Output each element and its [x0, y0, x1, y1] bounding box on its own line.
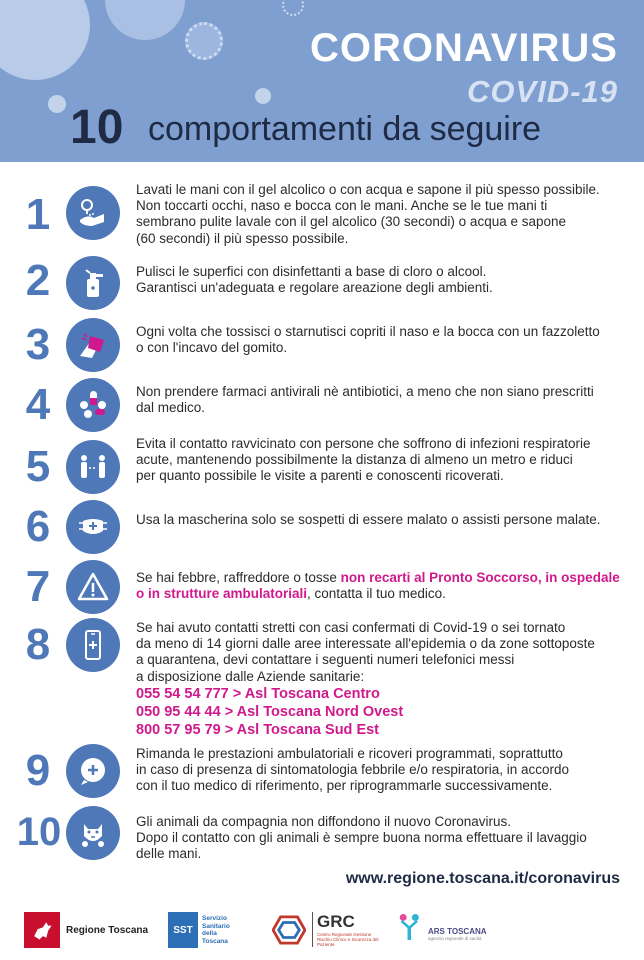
item-number: 7: [25, 562, 51, 611]
item-number: 8: [25, 620, 51, 669]
virus-decoration-icon: [48, 95, 66, 113]
spray-bottle-icon: [66, 256, 120, 310]
virus-decoration-icon: [0, 0, 90, 80]
heading-text: comportamenti da seguire: [148, 110, 542, 148]
servizio-sanitario-logo: [168, 912, 244, 948]
medical-bubble-icon: [66, 744, 120, 798]
item-number: 1: [25, 190, 51, 239]
header-banner: [0, 0, 644, 162]
virus-decoration-icon: [255, 88, 271, 104]
item-text: Usa la mascherina solo se sospetti di essere malato o assisti persone malate.: [136, 512, 601, 527]
ssr-label: Servizio Sanitario della Toscana: [202, 915, 230, 945]
ars-toscana-logo: ARS TOSCANA agenzia regionale di sanità: [398, 912, 487, 942]
website-link[interactable]: www.regione.toscana.it/coronavirus: [345, 870, 620, 887]
regione-toscana-logo: Regione Toscana: [24, 912, 148, 948]
virus-decoration-icon: [105, 0, 185, 40]
item-text: Pulisci le superfici con disinfettanti a base di cloro o alcool. Garantisci un'adeguata e regolare areazione degli ambienti.: [136, 264, 493, 296]
item-text: Ogni volta che tossisci o starnutisci copriti il naso e la bocca con un fazzoletto o con l'incavo del gomito.: [136, 324, 600, 356]
ars-figure-icon: [398, 912, 424, 942]
page-title: CORONAVIRUS: [309, 26, 618, 70]
item-number: 3: [25, 320, 51, 369]
item-text: Se hai febbre, raffreddore o tosse non recarti al Pronto Soccorso, in ospedale o in strutture ambulatoriali, contatta il tuo medico.: [136, 570, 620, 602]
face-mask-icon: [66, 500, 120, 554]
item-text: Evita il contatto ravvicinato con persone che soffrono di infezioni respiratorie acute, mantenendo possibilmente la distanza di almeno un metro e riduci per quanto possibile le visite a parenti e conoscenti ricoverati.: [136, 436, 591, 484]
pets-icon: [66, 806, 120, 860]
grc-logo: GRC Centro Regionale Gestione Rischio Clinico e Sicurezza del Paziente: [272, 912, 381, 947]
page-subtitle: COVID-19: [467, 74, 618, 109]
item-number: 10: [16, 810, 62, 854]
item-number: 2: [25, 256, 51, 305]
item-text: Rimanda le prestazioni ambulatoriali e ricoveri programmati, soprattutto in caso di presenza di sintomatologia febbrile e/o respiratoria, in accordo con il tuo medico di riferimento, per riprogrammarle successivamente.: [136, 746, 569, 794]
virus-decoration-icon: [282, 0, 304, 16]
tissue-icon: [66, 318, 120, 372]
item-text: Se hai avuto contatti stretti con casi confermati di Covid-19 o sei tornato da meno di 14 giorni dalle aree interessate all'epidemia o da zone sottoposte a quarantena, devi contattare i seguenti numeri telefonici messi a disposizione dalle Aziende sanitarie: 055 54 54 777 > Asl Toscana Centro 050 95 44 44 > Asl Toscana Nord Ovest 800 57 95 79 > Asl Toscana Sud Est: [136, 620, 626, 739]
item-number: 6: [25, 502, 51, 551]
heading-number: 10: [70, 101, 124, 154]
ssr-mark-icon: SST: [168, 912, 198, 948]
virus-decoration-icon: [185, 22, 223, 60]
phone-number-sud-est[interactable]: 800 57 95 79 > Asl Toscana Sud Est: [136, 721, 380, 738]
people-distance-icon: [66, 440, 120, 494]
warning-icon: [66, 560, 120, 614]
pegasus-icon: [24, 912, 60, 948]
phone-icon: [66, 618, 120, 672]
phone-number-centro[interactable]: 055 54 54 777 > Asl Toscana Centro: [136, 685, 380, 702]
item-text: Lavati le mani con il gel alcolico o con acqua e sapone il più spesso possibile. Non toccarti occhi, naso e bocca con le mani. Anche se le tue mani ti sembrano pulite lavale con il gel alcolico (30 secondi) o acqua e sapone (60 secondi) il più spesso possibile.: [136, 182, 600, 246]
phone-number-nord-ovest[interactable]: 050 95 44 44 > Asl Toscana Nord Ovest: [136, 703, 404, 720]
handwash-icon: [66, 186, 120, 240]
item-text: Non prendere farmaci antivirali nè antibiotici, a meno che non siano prescritti dal medico.: [136, 384, 594, 416]
item-number: 5: [25, 442, 51, 491]
pills-icon: [66, 378, 120, 432]
hexagon-icon: [272, 915, 306, 945]
item-text: Gli animali da compagnia non diffondono il nuovo Coronavirus. Dopo il contatto con gli animali è sempre buona norma effettuare il lavaggio delle mani.: [136, 814, 587, 862]
item-number: 4: [25, 380, 51, 429]
item-number: 9: [25, 746, 51, 795]
